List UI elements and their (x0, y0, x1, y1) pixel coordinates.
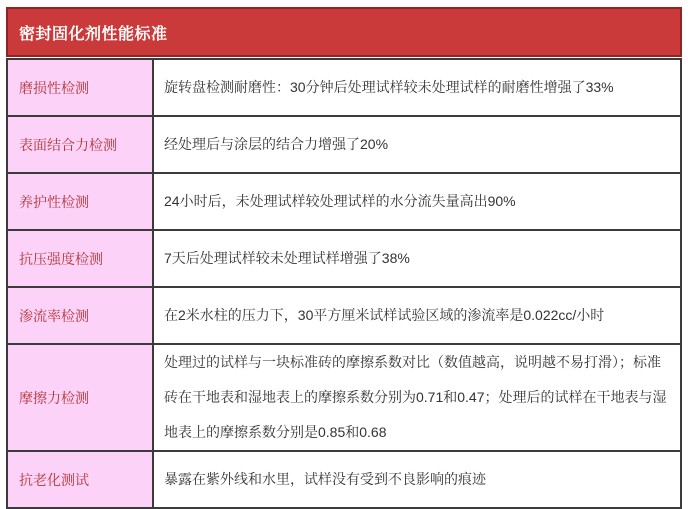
test-name-cell: 磨损性检测 (7, 59, 153, 116)
test-result-cell: 旋转盘检测耐磨性：30分钟后处理试样较未处理试样的耐磨性增强了33% (153, 59, 681, 116)
table-row (7, 116, 681, 173)
test-result-cell: 经处理后与涂层的结合力增强了20% (153, 116, 681, 173)
test-result-cell: 7天后处理试样较未处理试样增强了38% (153, 230, 681, 287)
test-result-cell: 暴露在紫外线和水里，试样没有受到不良影响的痕迹 (153, 451, 681, 508)
test-name-cell: 养护性检测 (7, 173, 153, 230)
test-name-cell: 摩擦力检测 (7, 344, 153, 451)
test-result-cell: 处理过的试样与一块标准砖的摩擦系数对比（数值越高，说明越不易打滑）；标准砖在干地表和湿地表上的摩擦系数分别为0.71和0.47；处理后的试样在干地表与湿地表上的摩擦系数分别是0.85和0.68 (153, 344, 681, 451)
test-result-cell: 在2米水柱的压力下，30平方厘米试样试验区域的渗流率是0.022cc/小时 (153, 287, 681, 344)
table-row (7, 59, 681, 116)
test-result-cell: 24小时后，未处理试样较处理试样的水分流失量高出90% (153, 173, 681, 230)
table-row (7, 230, 681, 287)
test-name-cell: 抗老化测试 (7, 451, 153, 508)
table-title-bar (6, 7, 682, 57)
test-name-cell: 抗压强度检测 (7, 230, 153, 287)
table-row (7, 344, 681, 451)
table-row (7, 451, 681, 508)
table-title: 密封固化剂性能标准 (19, 25, 168, 43)
performance-standards-table (6, 58, 682, 509)
test-name-cell: 表面结合力检测 (7, 116, 153, 173)
table-body (7, 59, 681, 508)
table-row (7, 173, 681, 230)
test-name-cell: 渗流率检测 (7, 287, 153, 344)
table-row (7, 287, 681, 344)
